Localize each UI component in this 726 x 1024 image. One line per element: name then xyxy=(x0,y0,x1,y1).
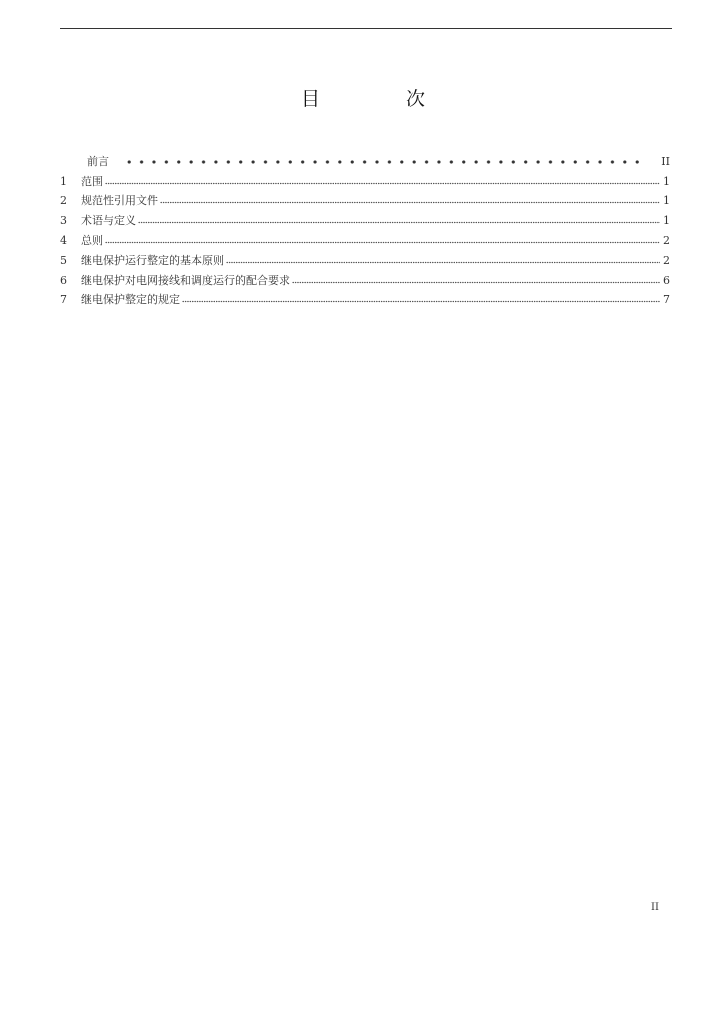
toc-dot-leader xyxy=(226,261,660,264)
toc-entry-number: 2 xyxy=(60,194,67,208)
toc-entry-number: 7 xyxy=(60,293,67,307)
toc-entry-title: 前言 xyxy=(87,154,109,168)
toc-dot-leader xyxy=(160,201,660,204)
toc-entry-title: 规范性引用文件 xyxy=(81,194,158,208)
toc-entry-page: 6 xyxy=(663,273,670,287)
toc-entry-page: 7 xyxy=(663,293,670,307)
toc-entry-title: 术语与定义 xyxy=(81,214,136,228)
page-number: II xyxy=(651,902,659,913)
header-rule xyxy=(60,28,672,29)
toc-entry-page: II xyxy=(661,154,670,168)
toc-entry-6[interactable] xyxy=(60,268,670,288)
toc-entry-title: 继电保护整定的规定 xyxy=(81,293,180,307)
toc-entry-page: 1 xyxy=(663,174,670,188)
toc-entry-preface[interactable] xyxy=(60,149,670,169)
toc-dot-leader xyxy=(105,241,660,244)
toc-entry-title: 总则 xyxy=(81,233,103,247)
toc-entry-title: 继电保护运行整定的基本原则 xyxy=(81,253,224,267)
toc-entry-number: 5 xyxy=(60,253,67,267)
toc-entry-page: 2 xyxy=(663,233,670,247)
toc-dot-leader xyxy=(292,281,660,284)
toc-dot-leader xyxy=(123,159,647,165)
toc-entry-page: 1 xyxy=(663,214,670,228)
toc-entry-page: 2 xyxy=(663,253,670,267)
toc-dot-leader xyxy=(105,182,660,185)
toc-entry-number: 6 xyxy=(60,273,67,287)
toc-dot-leader xyxy=(182,300,660,303)
toc-entry-3[interactable] xyxy=(60,208,670,228)
toc-entry-title: 继电保护对电网接线和调度运行的配合要求 xyxy=(81,273,290,287)
toc-entry-2[interactable] xyxy=(60,189,670,209)
toc-entry-page: 1 xyxy=(663,194,670,208)
toc-entry-1[interactable] xyxy=(60,169,670,189)
toc-entry-number: 3 xyxy=(60,214,67,228)
table-of-contents xyxy=(60,149,670,307)
toc-entry-number: 1 xyxy=(60,174,67,188)
toc-dot-leader xyxy=(138,221,660,224)
page-title: 目 次 xyxy=(300,88,466,110)
toc-entry-4[interactable] xyxy=(60,228,670,248)
toc-entry-title: 范围 xyxy=(81,174,103,188)
toc-entry-number: 4 xyxy=(60,233,67,247)
toc-entry-7[interactable] xyxy=(60,288,670,308)
toc-entry-5[interactable] xyxy=(60,248,670,268)
